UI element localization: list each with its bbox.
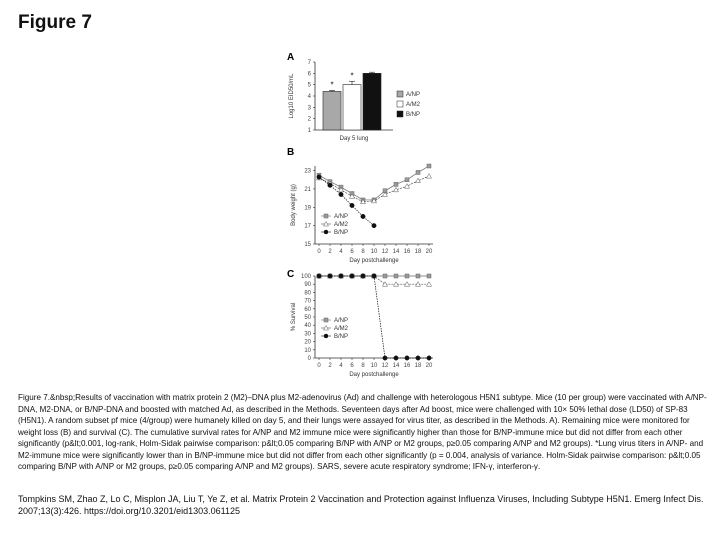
panel-a-bar-a-np: [323, 91, 341, 130]
panel-a-bar-b-np: [363, 73, 381, 130]
panel-b-legend-label: A/NP: [334, 214, 349, 220]
panel-c-point-a-np: [394, 274, 398, 278]
panel-c-ytick-label: 60: [304, 306, 311, 313]
panel-b-point-b-np: [372, 223, 376, 227]
panel-c-chart: [291, 274, 433, 379]
panel-b-xtick-label: 10: [370, 249, 378, 255]
panel-c-point-b-np: [350, 274, 354, 278]
panel-b-ytick-label: 17: [304, 223, 311, 230]
panel-b-point-b-np: [361, 214, 365, 218]
panel-c-point-b-np: [427, 356, 431, 360]
panel-a-legend-swatch: [397, 91, 403, 97]
panel-a-ytick-label: 1: [307, 128, 311, 134]
panel-b-point-a-np: [394, 182, 398, 186]
panel-c-xtick-label: 10: [370, 363, 378, 369]
panel-b-point-b-np: [339, 192, 343, 196]
panel-c-legend-label: A/M2: [334, 326, 349, 332]
panel-b-xtick-label: 2: [328, 249, 332, 255]
panel-b-xtick-label: 20: [425, 249, 433, 255]
panel-b-point-a-m2: [405, 184, 410, 189]
panel-c-xtick-label: 0: [317, 363, 321, 369]
panel-b-point-a-np: [427, 164, 431, 168]
panel-c-xtick-label: 14: [392, 363, 400, 369]
panel-c-point-a-np: [416, 274, 420, 278]
panel-c-ytick-label: 0: [307, 356, 311, 362]
panel-b-xtick-label: 14: [392, 249, 400, 255]
panel-b-ytick-label: 23: [304, 168, 311, 175]
panel-b-series-line-a-np: [319, 166, 429, 200]
panel-c-point-a-np: [405, 274, 409, 278]
panel-b-point-a-np: [416, 170, 420, 174]
panel-a-xlabel: Day 5 lung: [339, 136, 369, 142]
panel-a-legend-label: A/M2: [406, 102, 421, 108]
panel-c-point-b-np: [361, 274, 365, 278]
panel-b-xtick-label: 8: [361, 249, 365, 255]
panel-c-xtick-label: 16: [403, 363, 411, 369]
panel-c-label: C: [287, 269, 295, 280]
panel-a-ytick-label: 5: [307, 82, 311, 89]
panel-b-ytick-label: 15: [304, 242, 311, 248]
panel-b-ylabel: Body weight (g): [291, 184, 297, 226]
panel-c-point-b-np: [405, 356, 409, 360]
panel-c-xtick-label: 18: [414, 363, 422, 369]
panel-c-ytick-label: 100: [300, 274, 311, 280]
panel-c-xtick-label: 6: [350, 363, 354, 369]
panel-b-xtick-label: 0: [317, 249, 321, 255]
figure-citation: Tompkins SM, Zhao Z, Lo C, Misplon JA, Liu T, Ye Z, et al. Matrix Protein 2 Vaccination and Protection against Influenza Viruses, Including Subtype H5N1. Emerg Infect Dis. 2007;13(3):426. https://doi.org/10.3201/eid1303.061125: [18, 494, 704, 516]
panel-b-point-b-np: [328, 183, 332, 187]
panel-a-chart: [289, 60, 421, 142]
panel-a-label: A: [287, 52, 295, 63]
panel-b-point-a-np: [405, 178, 409, 182]
panel-c-xtick-label: 4: [339, 363, 343, 369]
panel-b-legend-label: A/M2: [334, 222, 349, 228]
panel-c-point-a-np: [383, 274, 387, 278]
panel-c-ytick-label: 90: [304, 282, 311, 289]
panel-c-point-b-np: [328, 274, 332, 278]
figure-7-panels: [285, 48, 445, 388]
panel-b-xtick-label: 12: [381, 249, 389, 255]
panel-c-ytick-label: 10: [304, 347, 311, 354]
panel-c-point-b-np: [416, 356, 420, 360]
panel-a-ylabel: Log10 EID50/mL: [289, 73, 295, 119]
panel-b-legend-marker: [324, 230, 328, 234]
panel-c-point-b-np: [372, 274, 376, 278]
panel-a-ytick-label: 3: [307, 105, 311, 112]
panel-a-bar-a-m2: [343, 85, 361, 130]
panel-c-ytick-label: 40: [304, 323, 311, 330]
panel-c-point-a-np: [427, 274, 431, 278]
panel-c-point-b-np: [394, 356, 398, 360]
slide-title: Figure 7: [18, 12, 92, 33]
panel-c-legend-label: A/NP: [334, 318, 349, 324]
panel-c-legend-label: B/NP: [334, 334, 349, 340]
panel-c-xtick-label: 12: [381, 363, 389, 369]
panel-b-legend-label: B/NP: [334, 230, 349, 236]
panel-c-ytick-label: 30: [304, 331, 311, 338]
panel-b-xtick-label: 18: [414, 249, 422, 255]
panel-a-ytick-label: 4: [307, 94, 311, 100]
panel-c-point-b-np: [383, 356, 387, 360]
panel-a-ytick-label: 2: [307, 116, 311, 123]
panel-b-ytick-label: 19: [304, 205, 311, 212]
panel-a-significance: *: [330, 80, 334, 90]
panel-b-point-a-m2: [427, 174, 432, 179]
panel-c-legend-marker: [324, 334, 328, 338]
panel-b-xlabel: Day postchallenge: [349, 258, 399, 264]
panel-b-xtick-label: 4: [339, 249, 343, 255]
panel-a-ytick-label: 7: [307, 60, 311, 66]
panel-c-xtick-label: 8: [361, 363, 365, 369]
panel-b-legend-marker: [324, 214, 328, 218]
panel-b-ytick-label: 21: [304, 186, 311, 193]
panel-c-series-line-b-np: [319, 276, 429, 358]
panel-b-point-b-np: [350, 203, 354, 207]
panel-b-xtick-label: 6: [350, 249, 354, 255]
panel-c-ytick-label: 50: [304, 315, 311, 321]
panel-a-legend-swatch: [397, 111, 403, 117]
panel-c-ylabel: % Survival: [291, 302, 297, 332]
panel-c-point-b-np: [339, 274, 343, 278]
panel-c-ytick-label: 70: [304, 298, 311, 305]
panel-a-significance: *: [350, 71, 354, 81]
panel-a-ytick-label: 6: [307, 71, 311, 78]
panel-c-legend-marker: [324, 318, 328, 322]
panel-c-ytick-label: 20: [304, 339, 311, 346]
panel-b-xtick-label: 16: [403, 249, 411, 255]
panel-b-point-a-m2: [416, 178, 421, 183]
panel-c-ytick-label: 80: [304, 290, 311, 297]
panel-a-legend-label: B/NP: [406, 112, 421, 118]
panel-a-legend-label: A/NP: [406, 92, 421, 98]
figure-caption: Figure 7.&nbsp;Results of vaccination with matrix protein 2 (M2)–DNA plus M2-adenovirus (Ad) and challenge with heterologous H5N1 subtype. Mice (10 per group) were vaccinated with A/NP-DNA, M2-DNA, or B/NP-DNA and boosted with matched Ad, as described in the Methods. Seventeen days after Ad boost, mice were challenged with 10× 50% lethal dose (LD50) of SP-83 (H5N1). A random subset pf mice (4/group) were humanely killed on day 5, and their lungs were assayed for virus titer, as described in the Methods. A). Remaining mice were monitored for weight loss (B) and survival (C). The cumulative survival rates for A/NP and M2 immune mice were significantly higher than those for B/NP-immune mice but did not differ from each other significantly (p&lt;0.001, log-rank, Holm-Sidak pairwise comparison: p&lt;0.05 comparing B/NP with A/NP or M2 groups, p≥0.05 comparing A/NP and M2 groups). *Lung virus titers in A/NP- and M2-immune mice were significantly lower than in B/NP-immune mice but did not differ from each other significantly (p = 0.004, analysis of variance. Holm-Sidak pairwise comparison: p&lt;0.05 comparing B/NP with A/NP or M2 groups, p≥0.05 comparing A/NP and M2 groups). SARS, severe acute respiratory syndrome; IFN-γ, interferon-γ.: [18, 393, 707, 471]
panel-b-label: B: [287, 147, 295, 158]
panel-b-chart: [291, 164, 433, 264]
panel-c-point-a-m2: [427, 282, 432, 287]
panel-c-xlabel: Day postchallenge: [349, 372, 399, 378]
panel-c-point-b-np: [317, 274, 321, 278]
panel-c-xtick-label: 2: [328, 363, 332, 369]
panel-b-point-b-np: [317, 175, 321, 179]
panel-a-legend-swatch: [397, 101, 403, 107]
panel-c-xtick-label: 20: [425, 363, 433, 369]
